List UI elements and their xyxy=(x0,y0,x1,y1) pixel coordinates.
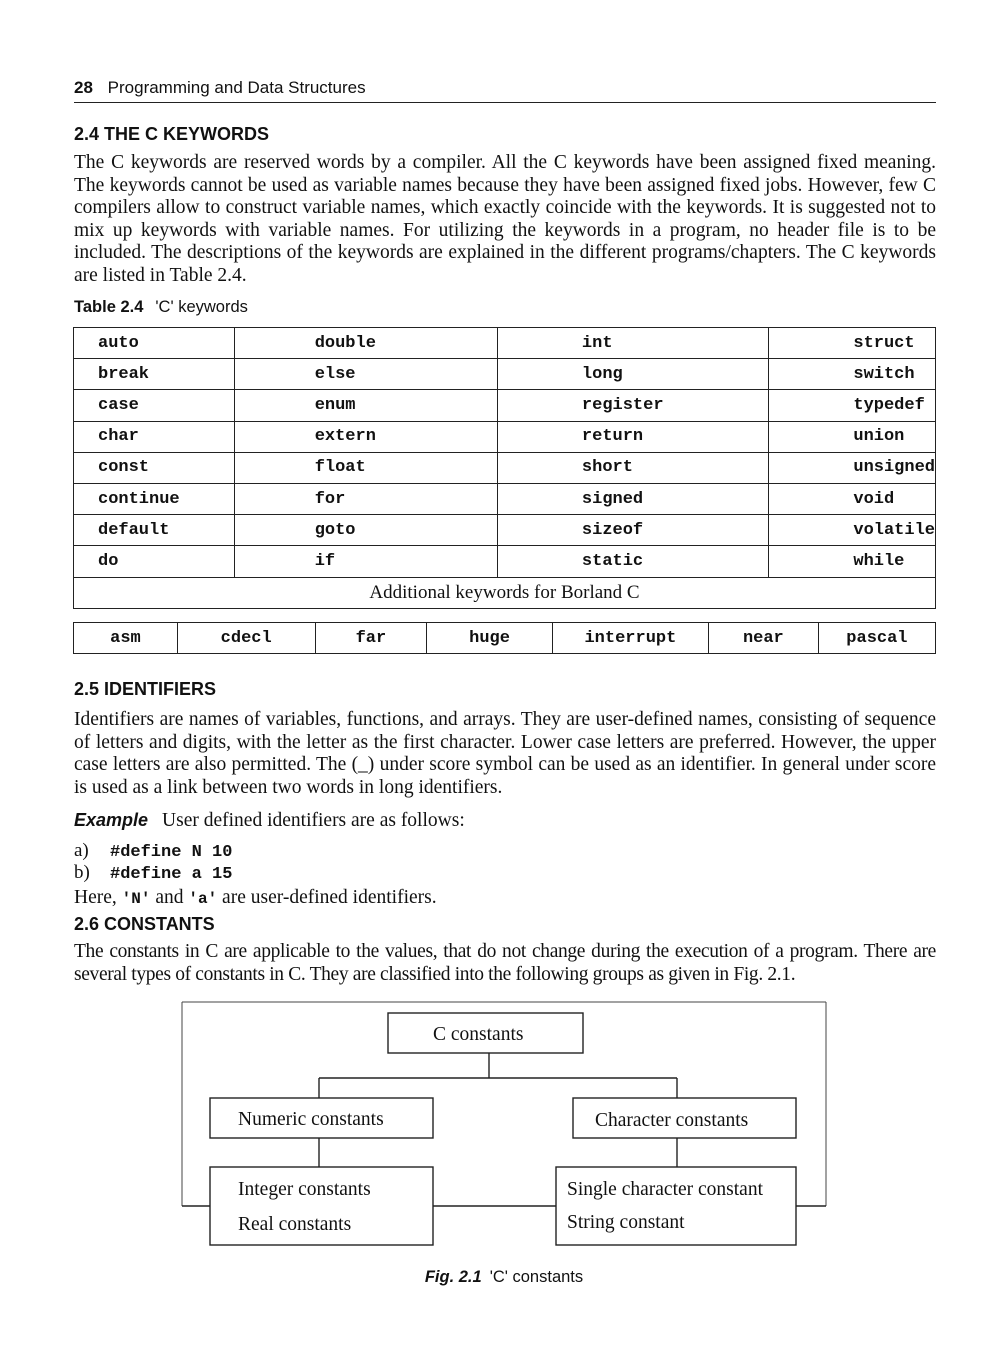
keyword-cell: short xyxy=(497,452,768,483)
keyword-cell: do xyxy=(74,546,235,577)
additional-keywords-heading: Additional keywords for Borland C xyxy=(74,577,936,608)
section-2-4-paragraph: The C keywords are reserved words by a compiler. All the C keywords have been assigned fixed meaning. The keywords cannot be used as variable names because they have been assigned fixed jobs. However, few C compilers allow to construct variable names, which exactly coincide with the keywords. It is suggested not to mix up keywords with variable names. For utilizing the keywords in a program, no header file is to be included. The descriptions of the keywords are explained in the different programs/chapters. The C keywords are listed in Table 2.4. xyxy=(74,152,936,286)
borland-keyword-cell: far xyxy=(315,623,427,654)
note-text: are user-defined identifiers. xyxy=(217,887,437,908)
borland-keyword-cell: near xyxy=(708,623,818,654)
keyword-cell: case xyxy=(74,390,235,421)
keyword-cell: return xyxy=(497,421,768,452)
section-2-5-paragraph: Identifiers are names of variables, functions, and arrays. They are user-defined names, consisting of sequence of letters and digits, with the letter as the first character. Lower case letters are preferred. However, the upper case letters are also permitted. The (_) under score symbol can be used as an identifier. In general under score is used as a link between two words in long identifiers. xyxy=(74,709,936,798)
numeric-label: Numeric constants xyxy=(238,1109,384,1130)
example-label: Example xyxy=(74,810,149,830)
code-marker: a) xyxy=(74,840,89,861)
keyword-cell: volatile xyxy=(769,515,936,546)
note-text: Here, xyxy=(74,887,122,908)
single-char-label: Single character constant xyxy=(567,1179,763,1200)
borland-keyword-cell: pascal xyxy=(818,623,935,654)
keyword-cell: typedef xyxy=(769,390,936,421)
keyword-cell: extern xyxy=(234,421,497,452)
string-label: String constant xyxy=(567,1212,685,1233)
borland-keyword-cell: huge xyxy=(427,623,553,654)
keyword-cell: register xyxy=(497,390,768,421)
keyword-cell: union xyxy=(769,421,936,452)
keyword-cell: unsigned xyxy=(769,452,936,483)
character-label: Character constants xyxy=(595,1110,749,1131)
keyword-cell: double xyxy=(234,328,497,359)
figure-caption-text: 'C' constants xyxy=(489,1268,584,1286)
keyword-cell: auto xyxy=(74,328,235,359)
keyword-cell: for xyxy=(234,483,497,514)
keyword-cell: switch xyxy=(769,359,936,390)
integer-label: Integer constants xyxy=(238,1179,371,1200)
code-marker: b) xyxy=(74,862,90,883)
note-text: and xyxy=(150,887,189,908)
borland-keyword-cell: asm xyxy=(74,623,178,654)
keyword-cell: if xyxy=(234,546,497,577)
borland-keyword-cell: interrupt xyxy=(552,623,708,654)
keyword-cell: default xyxy=(74,515,235,546)
keyword-cell: enum xyxy=(234,390,497,421)
keyword-cell: break xyxy=(74,359,235,390)
code-text: #define N 10 xyxy=(110,843,233,862)
running-title: Programming and Data Structures xyxy=(107,78,366,97)
figure-caption xyxy=(0,1268,1008,1287)
keyword-cell: while xyxy=(769,546,936,577)
figure-label: Fig. 2.1 xyxy=(424,1268,482,1286)
keyword-cell: static xyxy=(497,546,768,577)
section-2-4-heading: 2.4 THE C KEYWORDS xyxy=(74,124,270,144)
keyword-cell: signed xyxy=(497,483,768,514)
identifier-n: 'N' xyxy=(121,890,151,908)
keyword-cell: void xyxy=(769,483,936,514)
real-label: Real constants xyxy=(238,1214,352,1235)
identifier-a: 'a' xyxy=(188,890,218,908)
keyword-cell: float xyxy=(234,452,497,483)
keyword-cell: sizeof xyxy=(497,515,768,546)
code-text: #define a 15 xyxy=(110,865,233,884)
section-2-6-paragraph: The constants in C are applicable to the values, that do not change during the execution of a program. There are several types of constants in C. They are classified into the following groups as given in Fig. 2.1. xyxy=(74,941,936,985)
keyword-cell: char xyxy=(74,421,235,452)
section-2-5-heading: 2.5 IDENTIFIERS xyxy=(74,679,217,699)
borland-keyword-cell: cdecl xyxy=(177,623,315,654)
example-text: User defined identifiers are as follows: xyxy=(162,810,465,831)
table-caption-text: 'C' keywords xyxy=(155,298,248,316)
keyword-cell: goto xyxy=(234,515,497,546)
page-number: 28 xyxy=(74,78,93,97)
keyword-cell: int xyxy=(497,328,768,359)
keyword-cell: long xyxy=(497,359,768,390)
c-constants-label: C constants xyxy=(433,1024,524,1045)
table-label: Table 2.4 xyxy=(74,298,144,316)
keyword-cell: struct xyxy=(769,328,936,359)
keyword-cell: const xyxy=(74,452,235,483)
keyword-cell: else xyxy=(234,359,497,390)
section-2-6-heading: 2.6 CONSTANTS xyxy=(74,914,215,934)
keyword-cell: continue xyxy=(74,483,235,514)
